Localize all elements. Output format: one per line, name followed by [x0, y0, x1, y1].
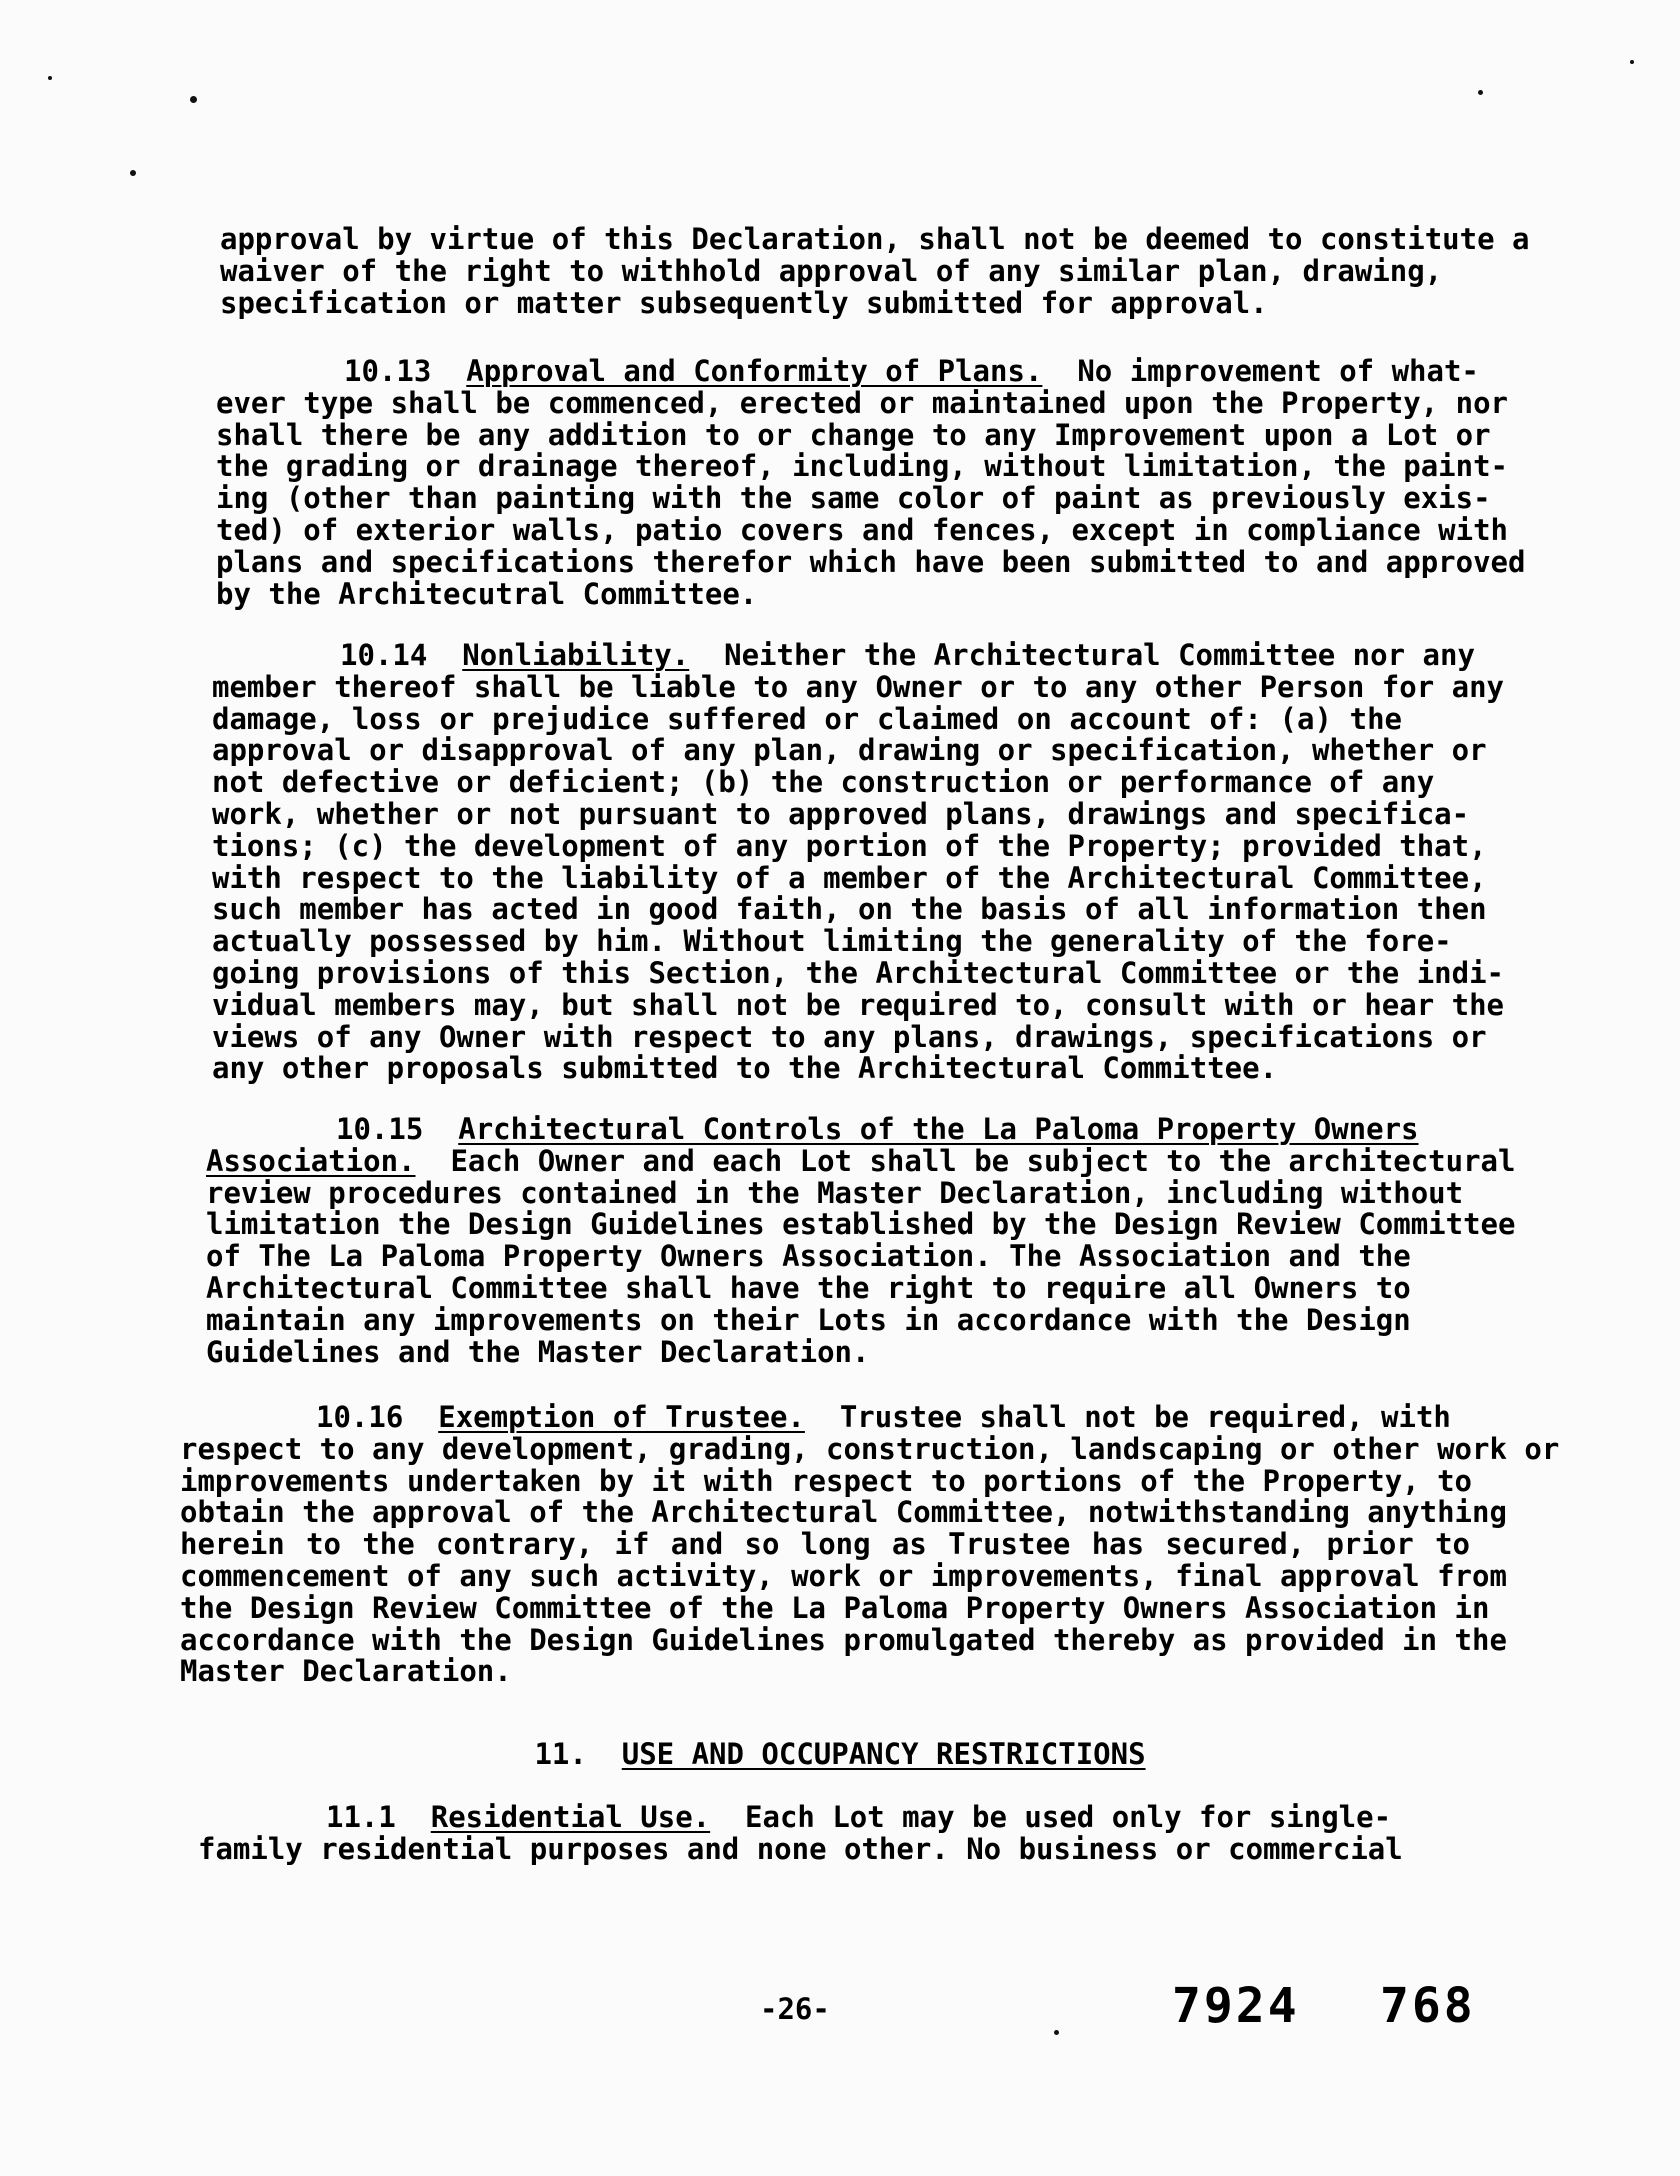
text-line: commencement of any such activity, work or improvements, final approval from — [180, 1558, 1507, 1593]
text-line: the Design Review Committee of the La Paloma Property Owners Association in — [180, 1590, 1490, 1625]
scan-speck — [1054, 2030, 1059, 2035]
text-line: family residential purposes and none other. No business or commercial — [198, 1831, 1403, 1866]
text-line: any other proposals submitted to the Architectural Committee. — [212, 1051, 1278, 1086]
section-number: 10.14 — [340, 638, 428, 672]
text-line: obtain the approval of the Architectural Committee, notwithstanding anything — [180, 1495, 1507, 1530]
text-line: Master Declaration. — [180, 1654, 512, 1689]
text-line: actually possessed by him. Without limiting the generality of the fore- — [212, 924, 1452, 959]
section-number: 10.15 — [336, 1112, 424, 1146]
document-code-left: 7924 — [1172, 1978, 1300, 2034]
section-first-line-text: Each Lot may be used only for single- — [745, 1800, 1392, 1834]
text-line: the grading or drainage thereof, including, without limitation, the paint- — [216, 449, 1509, 484]
document-code-right: 768 — [1380, 1978, 1476, 2034]
section-title: Residential Use. — [430, 1800, 711, 1834]
scan-speck — [130, 170, 136, 176]
scan-speck — [48, 76, 52, 80]
section-10-13 — [216, 354, 1526, 611]
scan-speck — [1630, 60, 1634, 64]
section-first-line — [198, 1800, 1392, 1834]
section-11-1 — [198, 1800, 1403, 1866]
scan-speck — [1478, 90, 1483, 95]
section-first-line-text: Trustee shall not be required, with — [839, 1400, 1451, 1434]
text-line: limitation the Design Guidelines established by the Design Review Committee — [206, 1207, 1516, 1242]
text-line: Guidelines and the Master Declaration. — [206, 1334, 870, 1369]
heading-title: USE AND OCCUPANCY RESTRICTIONS — [621, 1737, 1146, 1771]
section-first-line-text: No improvement of what- — [1077, 354, 1479, 388]
text-line: herein to the contrary, if and so long as Trustee has secured, prior to — [180, 1527, 1470, 1562]
section-first-line — [212, 638, 1475, 672]
section-10-16 — [180, 1400, 1560, 1689]
text-line: ever type shall be commenced, erected or maintained upon the Property, nor — [216, 385, 1509, 420]
page-number: -26- — [760, 1992, 830, 2026]
text-line: waiver of the right to withhold approval of any similar plan, drawing, — [220, 253, 1443, 288]
section-title: Approval and Conformity of Plans. — [466, 354, 1043, 388]
text-line: going provisions of this Section, the Architectural Committee or the indi- — [212, 955, 1505, 990]
text-line: of The La Paloma Property Owners Association. The Association and the — [206, 1239, 1411, 1274]
section-second-line-text: Each Owner and each Lot shall be subject to the architectural — [450, 1143, 1516, 1178]
section-first-line-text: Neither the Architectural Committee nor any — [724, 638, 1475, 672]
text-line: vidual members may, but shall not be required to, consult with or hear the — [212, 987, 1505, 1022]
section-heading — [0, 1737, 1680, 1771]
heading-number: 11. — [534, 1737, 587, 1771]
intro-paragraph — [220, 222, 1530, 320]
text-line: views of any Owner with respect to any plans, drawings, specifications or — [212, 1019, 1487, 1054]
section-first-line — [206, 1112, 1419, 1146]
text-line: shall there be any addition to or change to any Improvement upon a Lot or — [216, 417, 1491, 452]
text-line: specification or matter subsequently submitted for approval. — [220, 285, 1268, 320]
section-title: Nonliability. — [462, 638, 690, 672]
text-line: maintain any improvements on their Lots in accordance with the Design — [206, 1302, 1411, 1337]
text-line: tions; (c) the development of any portion of the Property; provided that, — [212, 828, 1487, 863]
section-title: Architectural Controls of the La Paloma Property Owners — [458, 1112, 1419, 1146]
text-line: work, whether or not pursuant to approved plans, drawings and specifica- — [212, 796, 1470, 831]
section-second-line — [206, 1143, 1516, 1178]
text-line: such member has acted in good faith, on the basis of all information then — [212, 892, 1487, 927]
section-first-line — [180, 1402, 1470, 1434]
section-title: Exemption of Trustee. — [438, 1400, 805, 1434]
section-10-15 — [206, 1112, 1516, 1369]
section-10-14 — [212, 638, 1505, 1086]
section-number: 10.13 — [344, 354, 432, 388]
scan-speck — [190, 96, 197, 103]
text-line: member thereof shall be liable to any Owner or to any other Person for any — [212, 669, 1505, 704]
text-line: damage, loss or prejudice suffered or claimed on account of: (a) the — [212, 701, 1402, 736]
text-line: ted) of exterior walls, patio covers and fences, except in compliance with — [216, 512, 1509, 547]
text-line: improvements undertaken by it with respect to portions of the Property, to — [180, 1463, 1473, 1498]
text-line: by the Architecutral Committee. — [216, 576, 758, 611]
text-line: with respect to the liability of a member of the Architectural Committee, — [212, 860, 1487, 895]
section-first-line — [216, 354, 1479, 388]
text-line: not defective or deficient; (b) the construction or performance of any — [212, 765, 1435, 800]
section-number: 11.1 — [326, 1800, 396, 1834]
text-line: plans and specifications therefor which have been submitted to and approved — [216, 544, 1526, 579]
text-line: Architectural Committee shall have the right to require all Owners to — [206, 1270, 1411, 1305]
text-line: approval by virtue of this Declaration, shall not be deemed to constitute a — [220, 222, 1530, 256]
text-line: ing (other than painting with the same color of paint as previously exis- — [216, 481, 1491, 516]
text-line: respect to any development, grading, construction, landscaping or other work or — [180, 1431, 1560, 1466]
text-line: approval or disapproval of any plan, drawing or specification, whether or — [212, 733, 1487, 768]
section-title-continued: Association. — [206, 1143, 416, 1178]
text-line: review procedures contained in the Master Declaration, including without — [206, 1175, 1464, 1210]
section-number: 10.16 — [316, 1400, 404, 1434]
text-line: accordance with the Design Guidelines promulgated thereby as provided in the — [180, 1622, 1507, 1657]
